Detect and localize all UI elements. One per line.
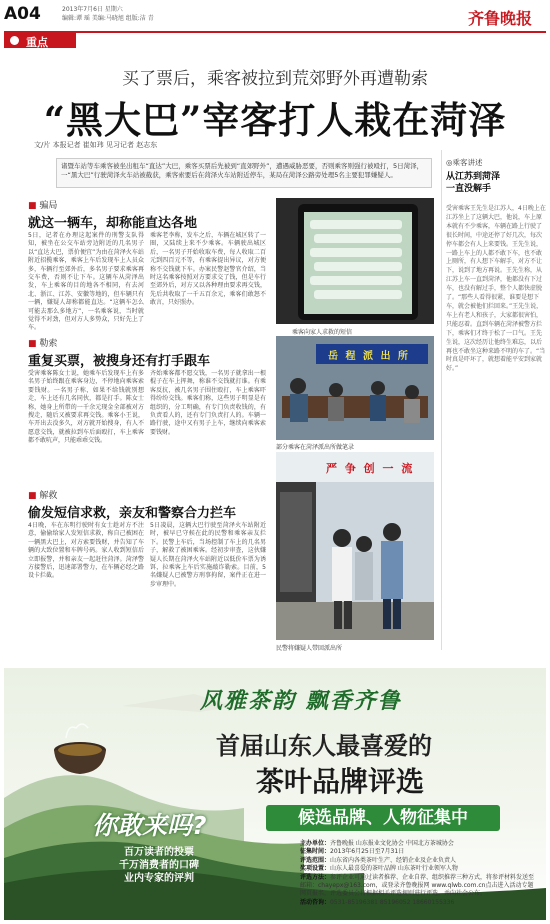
section-label-2: ■ 勒索 bbox=[28, 339, 58, 349]
phone-photo bbox=[276, 198, 434, 324]
section-dot-icon bbox=[10, 36, 19, 45]
column-divider bbox=[441, 150, 442, 650]
ad-point-3: 业内专家的评判 bbox=[124, 873, 194, 884]
section-2-col-left: 受害乘客陈女士说，她乘车后发现车上有多名男子始终跟在乘客身边，不停地向乘客索要钱财。一名男子称，如果不给钱就别想走，车上还有几名同伙，都是打手。陈女士称，她身上所带的一千余元现金全部被对方搜走，随后又被要求再交钱。乘客小王说，车开出去没多久，对方就开始搜身，有人不愿意交钱，就被拉到车后面殴打，车上乘客都不敢吭声，只能乖乖交钱。 bbox=[28, 370, 144, 445]
ad-challenge-text: 你敢来吗? bbox=[92, 811, 207, 840]
photo-1-caption: 乘客向家人求救的短信 bbox=[292, 329, 353, 336]
section-2-col-right: 齐始乘客都不愿交钱，一名男子就拿出一根棍子在车上挥舞，称谁不交钱就打谁。有乘客反抗，被几名男子围住殴打，车上乘客吓得纷纷交钱。乘客们称，这些男子明显是有组织的，分工明确，有专门负责收钱的，有负责看人的，还有专门负责打人的。车辆一路行驶，途中又有男子上车，继续向乘客索要钱财。 bbox=[150, 370, 266, 436]
page-header bbox=[0, 0, 550, 32]
ad-info-row: 评选范围：山东省内各类茶叶生产、经销企业及企业负责人 bbox=[300, 856, 457, 864]
sidebar-title-1: 从江苏到菏泽 bbox=[446, 172, 501, 182]
police-arrest-photo bbox=[276, 452, 434, 640]
article-headline: “黑大巴”宰客打人栽在菏泽 bbox=[43, 98, 507, 142]
section-1-col-right: 乘客老李称，发车之后，车辆在城区转了一圈，又陆续上来不少乘客。车辆驶出城区后，一名男子开始收取车费，每人收取二百元到四百元不等，有乘客提出异议，对方便称不交钱就下车。办案民警赵警官介绍，当时这名乘客按照对方要求交了钱，但是车行至郊外后，对方又以各种理由要求再交钱，先后共收取了一千五百余元，乘客们敢怒不敢言，只好照办。 bbox=[150, 232, 266, 307]
ad-info-row: 活动咨询：0531-85196381 85196052 18660155336 bbox=[300, 898, 455, 906]
sidebar-kicker: ◎乘客讲述 bbox=[446, 158, 483, 167]
sidebar-story bbox=[446, 157, 546, 688]
section-heading-2: 重复买票，被搜身还有打手跟车 bbox=[28, 354, 211, 369]
section-heading-1: 就这一辆车，却称能直达各地 bbox=[28, 216, 198, 231]
phone-sms-illustration bbox=[276, 198, 434, 324]
header-rule bbox=[4, 31, 546, 33]
section-label-1: ■ 骗局 bbox=[28, 201, 58, 211]
section-tag-label: 重点 bbox=[26, 36, 48, 49]
ad-point-2: 千万消费者的口碑 bbox=[119, 860, 199, 871]
police-arrest-illustration bbox=[276, 452, 434, 640]
article-kicker: 买了票后，乘客被拉到荒郊野外再遭勒索 bbox=[122, 69, 428, 89]
ad-call-banner: 候选品牌、人物征集中 bbox=[266, 805, 500, 831]
ad-info-row: 主办单位：齐鲁晚报 山东报业文化协会 中国北方茶城协会 bbox=[300, 840, 454, 847]
section-3-col-right: 5日凌晨，这辆大巴行驶至菏泽火车站附近时，被早已守候在此的民警和乘客亲友拦下。民警上车后，当场控制了车上的几名男子，解救了被困乘客。经初步审查，这伙嫌疑人长期在菏泽火车站附近以低价车票为诱饵，拉乘客上车后实施敲诈勒索。目前，5名嫌疑人已被警方刑事拘留，案件正在进一步审理中。 bbox=[150, 522, 266, 588]
ad-title-line-2: 茶叶品牌评选 bbox=[256, 765, 425, 798]
article-lead: 诸暨车站等车乘客被坐出租车“直达”大巴，乘客买票后先被到“直郊野外”，遭遇威胁恶要，否则乘客则强行被殴打，5日菏泽，一“黑大巴”行驶菏泽火车站被截获，乘客索要后在菏泽火车站附近停车，某局在菏泽公路旁处理5名主要犯罪嫌疑人。 bbox=[56, 158, 432, 188]
page-number: A04 bbox=[4, 4, 41, 24]
police-station-photo bbox=[276, 336, 434, 440]
ad-info-row: 征集时间：2013年6月25日至7月31日 bbox=[300, 848, 405, 856]
header-date: 2013年7月6日 星期六 bbox=[62, 6, 123, 13]
photo-2-caption: 部分乘客在菏泽派出所做笔录 bbox=[276, 444, 355, 451]
section-tag bbox=[4, 33, 76, 48]
police-station-sign: 岳 程 派 出 所 bbox=[328, 351, 410, 362]
ad-info-block bbox=[300, 840, 536, 907]
ad-selling-points bbox=[94, 846, 224, 885]
section-heading-3: 偷发短信求救，亲友和警察合力拦车 bbox=[28, 506, 237, 521]
ad-point-1: 百万读者的投票 bbox=[124, 847, 194, 858]
article-bylines: 文/片 本报记者 崔如玮 见习记者 赵志东 bbox=[34, 141, 158, 149]
gate-banner: 严 争 创 一 流 bbox=[326, 462, 415, 475]
sidebar-title-2: 一直没解手 bbox=[446, 184, 492, 194]
ad-title-line-1: 首届山东人最喜爱的 bbox=[216, 732, 432, 760]
ad-info-row: 评选方法：参评企业可通过读者推荐、企业自荐、组织推荐三种方式，将参评材料发送至邮箱：chayepx@163.com，或登录齐鲁晚报网 www.qlwb.com.cn点击进入活动专题网页报名，评选委员会将根据相关评选规则进行评选，并向社会公布。 bbox=[300, 873, 535, 898]
ad-info-row: 奖项设置：山东人最喜爱的茶叶品牌 山东茶叶行业领军人物 bbox=[300, 865, 458, 873]
section-3-col-left: 4日晚，车在东明行驶时有女士趁对方不注意，偷偷给家人发短信求救，称自己被困在一辆黑大巴上，对方索要钱财，并告知了车辆的大致位置和车牌号码。家人收到短信后立即报警，并和亲友一起赶往菏泽。菏泽警方接警后，迅速部署警力，在车辆必经之路设卡拦截。 bbox=[28, 522, 144, 580]
header-editors: 编辑:谭 瑶 美编:马晓旭 组版:洁 青 bbox=[62, 15, 154, 22]
tea-brand-advertisement bbox=[4, 668, 546, 920]
ad-slogan: 风雅茶韵 飘香齐鲁 bbox=[200, 688, 402, 714]
section-1-col-left: 5日，记者在办理这起案件的刑警支队得知，被坐在公交车站旁边附近的几名男子以“直达大巴，票价便宜”为由在菏泽火车站附近招揽乘客，乘客上车后发现车上人员众多，车辆行至郊外后，多名男子要求乘客再交车费，否则不让下车。这辆车从菏泽出发，车上乘客的目的地各不相同，有去河北、浙江、江苏、安徽等地的，但车辆只有一辆，嫌疑人却称都能直达。“这辆车怎么可能去那么多地方”，一名乘客说，当时就觉得不对劲，但对方人多势众，只好先上了车。 bbox=[28, 232, 144, 332]
header-meta bbox=[62, 5, 202, 23]
section-label-3: ■ 解救 bbox=[28, 491, 58, 501]
sidebar-body: 受害乘客王先生是江苏人，4日晚上在江苏坐上了这辆大巴，他说，车上原本就有不少乘客，车辆在路上行驶了很长时间，中途还停了好几次，每次停车都会有人上来要钱。王先生说，一路上车上的人都不敢下车，也不敢上厕所，有人想下车解手，对方不让下，说到了地方再说。王先生称，从江苏上车一直到菏泽，他都没有下过车，也没有解过手，整个人都快虚脱了。“那些人看得很紧，谁要是想下车，就会被他们拦回来。”王先生说，车上有老人和孩子，大家都很害怕，只能忍着。直到车辆在菏泽被警方拦下，乘客们才终于松了一口气。王先生说，这次经历让他终生难忘，以后再也不敢坐这种来路不明的车了。“当时真是吓坏了，就想着能平安到家就好。” bbox=[446, 205, 546, 373]
newspaper-logo: 齐鲁晚报 bbox=[467, 9, 532, 28]
photo-3-caption: 民警将嫌疑人带回派出所 bbox=[276, 645, 343, 652]
